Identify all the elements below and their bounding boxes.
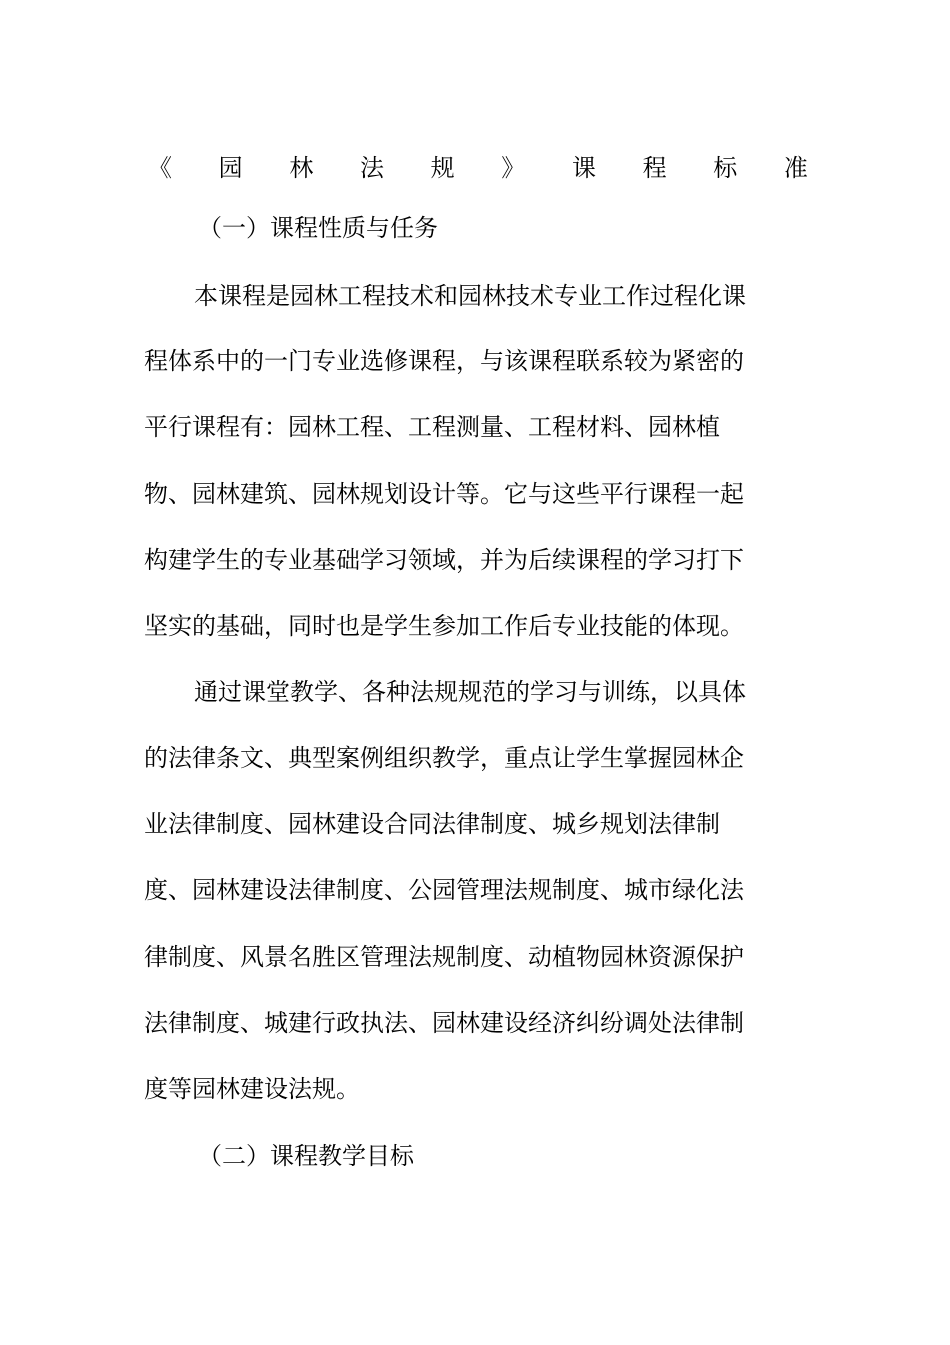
- title-char: 课: [571, 154, 596, 182]
- paragraph-line: 程体系中的一门专业选修课程，与该课程联系较为紧密的: [144, 347, 744, 375]
- paragraph-line: 坚实的基础，同时也是学生参加工作后专业技能的体现。: [144, 612, 744, 640]
- title-char: 林: [289, 154, 314, 182]
- title-char: 程: [642, 154, 667, 182]
- title-char: 准: [783, 154, 808, 182]
- title-char: 《: [148, 154, 172, 182]
- paragraph-line: 的法律条文、典型案例组织教学，重点让学生掌握园林企: [144, 744, 744, 772]
- title-char: 园: [218, 154, 243, 182]
- paragraph-line: 平行课程有：园林工程、工程测量、工程材料、园林植: [144, 413, 720, 441]
- paragraph-line: 构建学生的专业基础学习领域，并为后续课程的学习打下: [144, 546, 744, 574]
- section-heading-nature-tasks: （一）课程性质与任务: [198, 214, 438, 242]
- title-char: 法: [359, 154, 384, 182]
- title-char: 规: [430, 154, 455, 182]
- paragraph-line: 度、园林建设法律制度、公园管理法规制度、城市绿化法: [144, 876, 744, 904]
- paragraph-line: 业法律制度、园林建设合同法律制度、城乡规划法律制: [144, 810, 720, 838]
- title-char: 》: [501, 154, 526, 182]
- paragraph-line: 法律制度、城建行政执法、园林建设经济纠纷调处法律制: [144, 1009, 744, 1037]
- paragraph-line: 度等园林建设法规。: [144, 1075, 360, 1103]
- paragraph-line: 物、园林建筑、园林规划设计等。它与这些平行课程一起: [144, 480, 744, 508]
- document-title: [148, 148, 808, 188]
- title-char: 标: [713, 154, 738, 182]
- section-heading-teaching-objectives: （二）课程教学目标: [198, 1142, 414, 1170]
- paragraph-line: 本课程是园林工程技术和园林技术专业工作过程化课: [194, 282, 746, 310]
- paragraph-line: 律制度、风景名胜区管理法规制度、动植物园林资源保护: [144, 943, 744, 971]
- paragraph-line: 通过课堂教学、各种法规规范的学习与训练，以具体: [194, 678, 746, 706]
